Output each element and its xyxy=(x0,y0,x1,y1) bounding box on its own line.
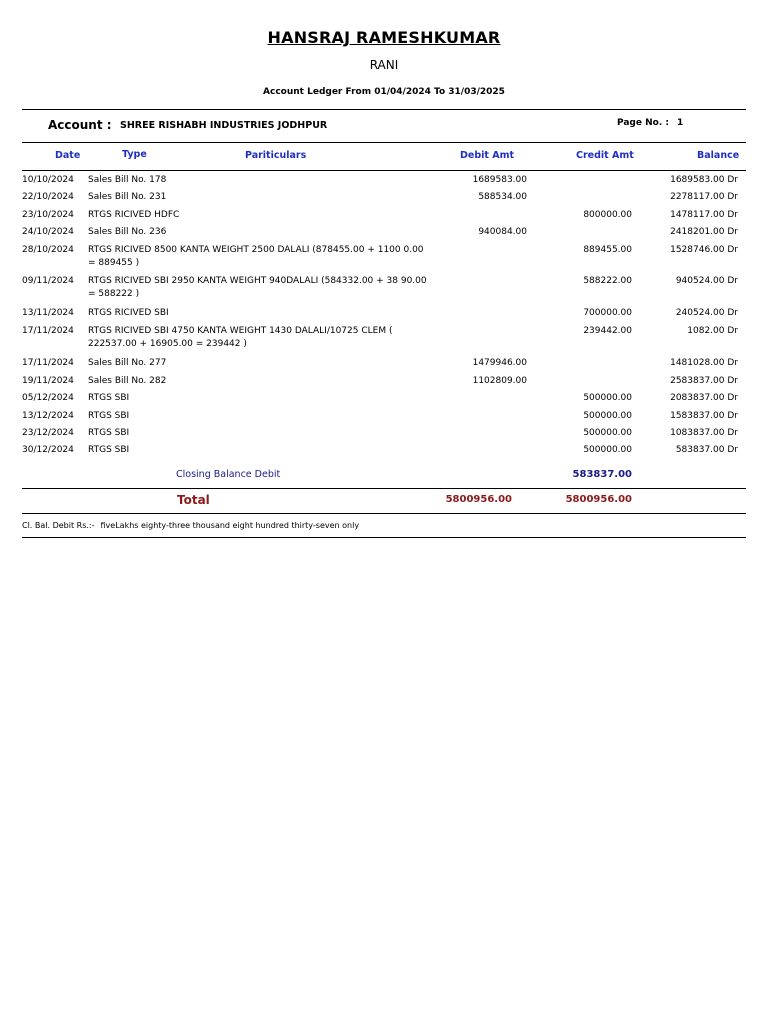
row-balance: 1583837.00 Dr xyxy=(670,411,738,421)
row-balance: 2583837.00 Dr xyxy=(670,376,738,386)
row-debit: 588534.00 xyxy=(478,192,527,202)
row-date: 19/11/2024 xyxy=(22,376,74,386)
firm-city: RANI xyxy=(369,58,399,72)
row-credit: 500000.00 xyxy=(583,393,632,403)
row-particulars: RTGS SBI xyxy=(88,411,130,421)
row-date: 17/11/2024 xyxy=(22,358,74,368)
total-label: Total xyxy=(177,493,210,507)
row-date: 09/11/2024 xyxy=(22,276,74,286)
row-balance: 240524.00 Dr xyxy=(675,308,738,318)
row-debit: 1689583.00 xyxy=(472,175,527,185)
page-number-label: Page No. : xyxy=(617,118,669,128)
divider-top xyxy=(22,109,746,110)
account-label: Account : xyxy=(48,118,112,132)
row-date: 28/10/2024 xyxy=(22,245,74,255)
row-particulars: RTGS RICIVED HDFC xyxy=(88,210,180,220)
row-debit: 1479946.00 xyxy=(472,358,527,368)
row-debit: 1102809.00 xyxy=(472,376,527,386)
row-particulars: RTGS SBI xyxy=(88,428,130,438)
row-balance: 940524.00 Dr xyxy=(675,276,738,286)
words-prefix: Cl. Bal. Debit Rs.:- xyxy=(22,521,95,530)
row-balance: 1689583.00 Dr xyxy=(670,175,738,185)
total-credit: 5800956.00 xyxy=(565,494,632,505)
divider-header xyxy=(22,170,746,171)
total-debit: 5800956.00 xyxy=(445,494,512,505)
row-balance: 2083837.00 Dr xyxy=(670,393,738,403)
row-particulars: RTGS RICIVED SBI 2950 KANTA WEIGHT 940DALALI (584332.00 + 38 90.00 = 588222 ) xyxy=(88,276,427,299)
row-date: 24/10/2024 xyxy=(22,227,74,237)
row-date: 23/10/2024 xyxy=(22,210,74,220)
account-name: SHREE RISHABH INDUSTRIES JODHPUR xyxy=(120,120,328,131)
divider-total-bottom xyxy=(22,513,746,514)
firm-name: HANSRAJ RAMESHKUMAR xyxy=(267,28,501,47)
column-header-balance: Balance xyxy=(697,150,740,161)
row-balance: 1478117.00 Dr xyxy=(670,210,738,220)
words-text: fiveLakhs eighty-three thousand eight hundred thirty-seven only xyxy=(100,521,360,530)
row-particulars: Sales Bill No. 282 xyxy=(88,376,167,386)
divider-account xyxy=(22,142,746,143)
row-date: 10/10/2024 xyxy=(22,175,74,185)
column-header-debit: Debit Amt xyxy=(460,150,515,161)
closing-balance-amount: 583837.00 xyxy=(572,469,632,480)
row-credit: 239442.00 xyxy=(583,326,632,336)
row-credit: 889455.00 xyxy=(583,245,632,255)
row-particulars: RTGS SBI xyxy=(88,445,130,455)
row-credit: 500000.00 xyxy=(583,445,632,455)
row-date: 30/12/2024 xyxy=(22,445,74,455)
row-date: 22/10/2024 xyxy=(22,192,74,202)
row-particulars: RTGS SBI xyxy=(88,393,130,403)
row-debit: 940084.00 xyxy=(478,227,527,237)
closing-balance-label: Closing Balance Debit xyxy=(176,469,281,480)
column-header-date: Date xyxy=(55,150,81,161)
column-header-particulars: Pariticulars xyxy=(245,150,307,161)
row-particulars: Sales Bill No. 236 xyxy=(88,227,167,237)
row-date: 17/11/2024 xyxy=(22,326,74,336)
row-balance: 2418201.00 Dr xyxy=(670,227,738,237)
row-particulars: RTGS RICIVED SBI 4750 KANTA WEIGHT 1430 DALALI/10725 CLEM ( 222537.00 + 16905.00 = 239442 ) xyxy=(88,326,393,349)
row-date: 13/11/2024 xyxy=(22,308,74,318)
column-header-credit: Credit Amt xyxy=(576,150,634,161)
row-credit: 500000.00 xyxy=(583,428,632,438)
row-balance: 1082.00 Dr xyxy=(687,326,738,336)
row-particulars: Sales Bill No. 277 xyxy=(88,358,167,368)
column-header-type: Type xyxy=(122,149,147,160)
row-date: 23/12/2024 xyxy=(22,428,74,438)
row-particulars: Sales Bill No. 231 xyxy=(88,192,167,202)
row-credit: 800000.00 xyxy=(583,210,632,220)
row-credit: 700000.00 xyxy=(583,308,632,318)
ledger-period: Account Ledger From 01/04/2024 To 31/03/2025 xyxy=(263,87,505,97)
row-credit: 500000.00 xyxy=(583,411,632,421)
row-date: 13/12/2024 xyxy=(22,411,74,421)
row-balance: 583837.00 Dr xyxy=(675,445,738,455)
row-particulars: RTGS RICIVED 8500 KANTA WEIGHT 2500 DALALI (878455.00 + 1100 0.00 = 889455 ) xyxy=(88,245,424,268)
row-balance: 2278117.00 Dr xyxy=(670,192,738,202)
row-balance: 1083837.00 Dr xyxy=(670,428,738,438)
row-balance: 1481028.00 Dr xyxy=(670,358,738,368)
row-balance: 1528746.00 Dr xyxy=(670,245,738,255)
row-particulars: RTGS RICIVED SBI xyxy=(88,308,169,318)
row-credit: 588222.00 xyxy=(583,276,632,286)
divider-total-top xyxy=(22,488,746,489)
page-number: 1 xyxy=(677,118,684,128)
row-date: 05/12/2024 xyxy=(22,393,74,403)
divider-bottom xyxy=(22,537,746,538)
closing-balance-in-words xyxy=(22,521,365,530)
row-particulars: Sales Bill No. 178 xyxy=(88,175,167,185)
